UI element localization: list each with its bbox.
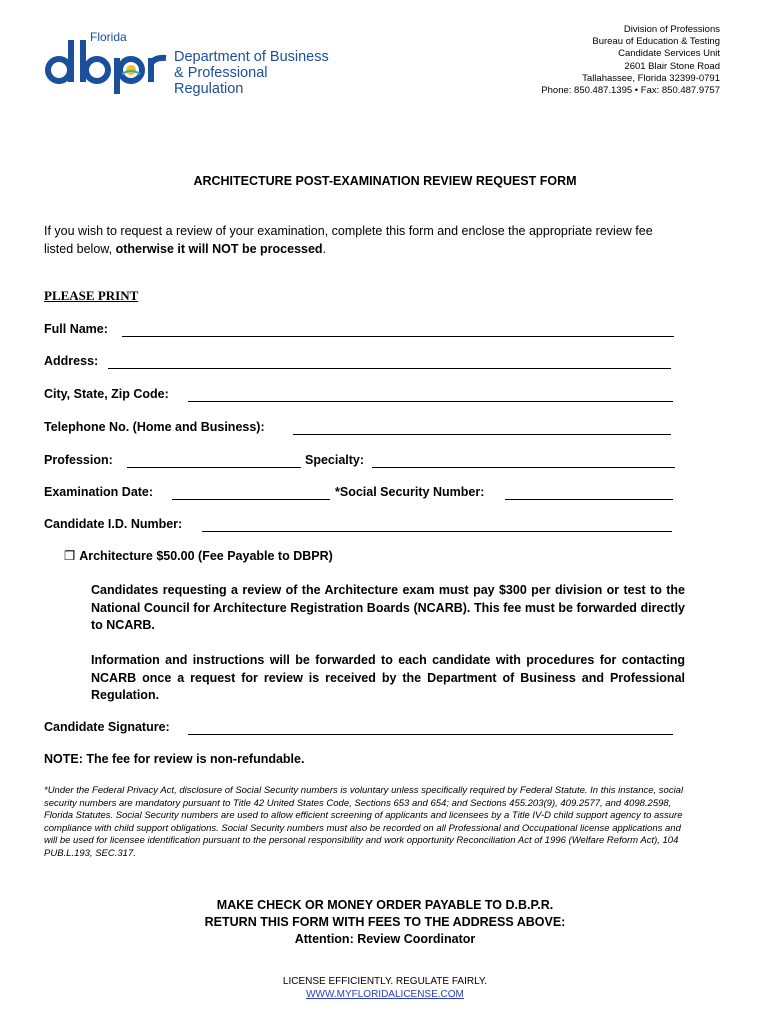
telephone-field[interactable] [293, 434, 671, 435]
full-name-field[interactable] [122, 336, 674, 337]
website-link[interactable]: WWW.MYFLORIDALICENSE.COM [306, 989, 464, 1000]
address-label: Address: [44, 354, 99, 368]
logo-department-name [174, 49, 334, 97]
city-state-zip-label: City, State, Zip Code: [44, 387, 169, 401]
privacy-act-notice: *Under the Federal Privacy Act, disclosure of Social Security numbers is voluntary unless specifically required by Federal Statute. In this instance, social security numbers are mandatory pursuant to Title 42 United States Code, Sections 653 and 654; and Sections 455.203(9), 409.2577, and 4098.2598, Florida Statutes. Social Security numbers are used to allow efficient screening of applicants and licensees by a Title IV-D child support agency to assure compliance with child support obligations. Social Security numbers must also be recorded on all Professional and Occupational license applications and will be used for licensee identification pursuant to the personal responsibility and work opportunity Reconciliation Act of 1996 (Welfare Reform Act), 104 PUB.L.193, SEC.317. [44, 785, 684, 859]
ncarb-instructions-paragraph: Information and instructions will be forwarded to each candidate with procedures for contacting NCARB once a request for review is received by the Department of Business and Professional Regulation. [91, 653, 685, 702]
ssn-label: *Social Security Number: [335, 485, 485, 499]
specialty-label: Specialty: [305, 453, 365, 467]
address-city: Tallahassee, Florida 32399-0791 [582, 72, 720, 84]
office-address-block [541, 24, 720, 97]
exam-date-label: Examination Date: [44, 485, 154, 499]
candidate-id-label: Candidate I.D. Number: [44, 517, 183, 531]
intro-warning: otherwise it will NOT be processed [115, 241, 323, 256]
non-refundable-note: NOTE: The fee for review is non-refundable. [44, 752, 305, 766]
please-print-heading: PLEASE PRINT [44, 288, 139, 303]
intro-end: . [322, 241, 327, 256]
payment-instruction: MAKE CHECK OR MONEY ORDER PAYABLE TO D.B.P.R. [216, 898, 554, 912]
logo-florida-text: Florida [90, 30, 127, 44]
city-state-zip-field[interactable] [188, 401, 673, 402]
specialty-field[interactable] [372, 467, 675, 468]
logo-dept-line1: Department of Business [174, 49, 329, 65]
exam-date-field[interactable] [172, 499, 330, 500]
full-name-label: Full Name: [44, 322, 108, 336]
profession-label: Profession: [44, 453, 113, 467]
attention-line: Attention: Review Coordinator [294, 932, 476, 946]
logo-dept-line2: & Professional Regulation [174, 65, 268, 97]
signature-label: Candidate Signature: [44, 720, 170, 734]
address-street: 2601 Blair Stone Road [624, 60, 720, 72]
form-title: ARCHITECTURE POST-EXAMINATION REVIEW REQUEST FORM [193, 174, 577, 188]
fee-checkbox-icon[interactable]: ❒ [64, 549, 76, 563]
ncarb-fee-paragraph: Candidates requesting a review of the Architecture exam must pay $300 per division or test to the National Council for Architecture Registration Boards (NCARB). This fee must be forwarded directly to NCARB. [91, 583, 685, 632]
ssn-field[interactable] [505, 499, 673, 500]
address-bureau: Bureau of Education & Testing [592, 36, 720, 48]
dbpr-logo [44, 30, 334, 96]
intro-paragraph [44, 223, 684, 258]
telephone-label: Telephone No. (Home and Business): [44, 420, 265, 434]
footer-motto: LICENSE EFFICIENTLY. REGULATE FAIRLY. [282, 976, 488, 987]
return-instruction: RETURN THIS FORM WITH FEES TO THE ADDRESS ABOVE: [204, 915, 566, 929]
address-division: Division of Professions [623, 24, 720, 35]
intro-text: If you wish to request a review of your examination, complete this form and enclose the appropriate review fee listed below, [44, 224, 653, 256]
address-unit: Candidate Services Unit [618, 48, 720, 60]
signature-field[interactable] [188, 734, 673, 735]
address-field[interactable] [108, 368, 671, 369]
fee-option-label: Architecture $50.00 (Fee Payable to DBPR) [79, 549, 333, 563]
candidate-id-field[interactable] [202, 531, 672, 532]
architecture-fee-option[interactable] [64, 548, 333, 563]
footer-link-wrap [0, 989, 770, 1000]
address-phone-fax: Phone: 850.487.1395 • Fax: 850.487.9757 [541, 85, 720, 97]
profession-field[interactable] [127, 467, 301, 468]
